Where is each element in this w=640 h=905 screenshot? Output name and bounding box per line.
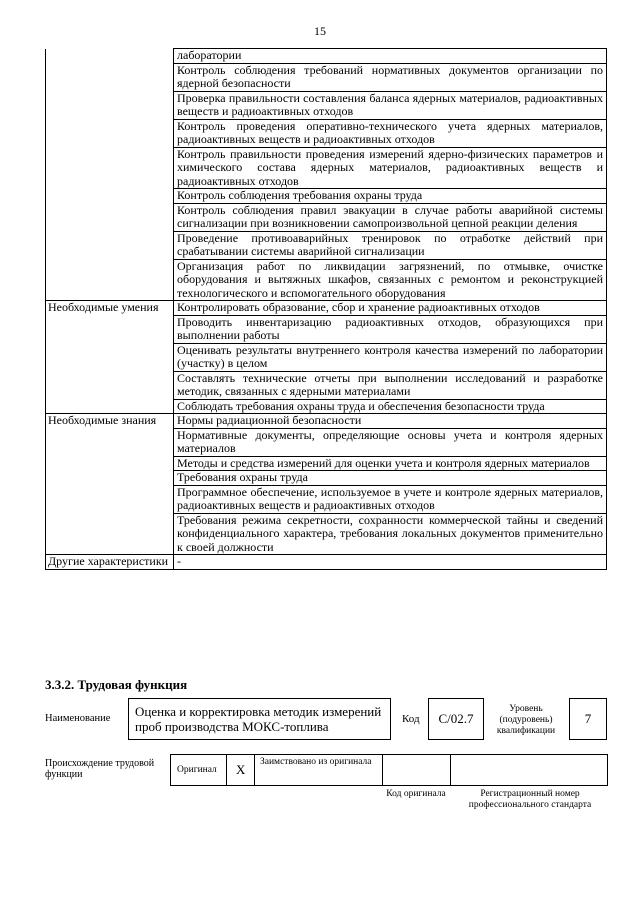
original-cell [170,754,226,786]
table-row [46,147,607,189]
requirement-text: Контроль соблюдения правил эвакуации в случае работы аварийной системы сигнализации при возникновении самопроизвольной цепной реакции деления [174,203,607,231]
requirement-text: Проводить инвентаризацию радиоактивных отходов, образующихся при выполнении работы [174,315,607,343]
table-row [46,259,607,301]
code-original-cell [382,754,450,786]
category-cell [46,456,174,471]
table-row [46,456,607,471]
table-row [46,555,607,570]
requirements-table [45,48,607,570]
requirement-text: Нормативные документы, определяющие основы учета и контроля ядерных материалов [174,428,607,456]
requirement-text: Составлять технические отчеты при выполнении исследований и разработке методик, связанных с ядерными материалами [174,371,607,399]
table-row [46,63,607,91]
requirement-text: Контроль проведения оперативно-технического учета ядерных материалов, радиоактивных веществ и радиоактивных отходов [174,119,607,147]
table-row [46,513,607,555]
requirement-text: Требования охраны труда [174,471,607,486]
original-mark-cell [226,754,254,786]
reg-number-cell [450,754,608,786]
table-row [46,485,607,513]
function-name-box: Оценка и корректировка методик измерений проб производства МОКС-топлива [128,698,391,740]
requirement-text: лаборатории [174,49,607,64]
category-cell: Другие характеристики [46,555,174,570]
original-mark: X [236,762,246,777]
requirement-text: Оценивать результаты внутреннего контроля качества измерений по лаборатории (участку) в целом [174,343,607,371]
level-value-box: 7 [569,698,607,740]
category-cell [46,119,174,147]
borrowed-cell [254,754,382,786]
category-cell [46,315,174,343]
category-cell [46,371,174,399]
requirement-text: Методы и средства измерений для оценки учета и контроля ядерных материалов [174,456,607,471]
table-row [46,119,607,147]
category-cell [46,259,174,301]
requirement-text: Контроль соблюдения требования охраны труда [174,189,607,204]
table-row [46,471,607,486]
category-cell [46,147,174,189]
table-row [46,189,607,204]
requirement-text: Организация работ по ликвидации загрязнений, по отмывке, очистке оборудования и вытяжных шкафов, связанных с ремонтом и реконструкцией технологического и вспомогательного оборудования [174,259,607,301]
requirement-text: Проверка правильности составления баланса ядерных материалов, радиоактивных веществ и радиоактивных отходов [174,91,607,119]
origin-label: Происхождение трудовой функции [45,758,155,780]
category-cell: Необходимые умения [46,301,174,316]
reg-number-label: Регистрационный номер профессионального стандарта [468,789,592,810]
table-row [46,49,607,64]
category-cell [46,49,174,64]
code-value-box: C/02.7 [428,698,484,740]
requirement-text: Требования режима секретности, сохранности коммерческой тайны и сведений конфиденциального характера, требования локальных документов применительно к своей должности [174,513,607,555]
code-original-label: Код оригинала [386,789,446,799]
category-cell [46,343,174,371]
category-cell [46,399,174,414]
table-row [46,91,607,119]
table-row [46,203,607,231]
category-cell [46,91,174,119]
category-cell [46,428,174,456]
requirement-text: Контролировать образование, сбор и хранение радиоактивных отходов [174,301,607,316]
category-cell [46,63,174,91]
section-heading: 3.3.2. Трудовая функция [45,677,188,692]
table-row [46,343,607,371]
category-cell [46,231,174,259]
table-row [46,301,607,316]
requirement-text: Нормы радиационной безопасности [174,414,607,429]
original-label: Оригинал [177,765,217,775]
category-cell [46,513,174,555]
table-row [46,371,607,399]
code-label: Код [402,713,420,725]
table-row [46,231,607,259]
table-row [46,414,607,429]
name-label: Наименование [45,713,111,724]
table-row [46,399,607,414]
table-row [46,428,607,456]
requirement-text: Соблюдать требования охраны труда и обеспечения безопасности труда [174,399,607,414]
category-cell: Необходимые знания [46,414,174,429]
requirement-text: Программное обеспечение, используемое в учете и контроле ядерных материалов, радиоактивных веществ и радиоактивных отходов [174,485,607,513]
category-cell [46,203,174,231]
category-cell [46,189,174,204]
requirement-text: Контроль соблюдения требований нормативных документов организации по ядерной безопасности [174,63,607,91]
category-cell [46,471,174,486]
requirement-text: - [174,555,607,570]
requirement-text: Контроль правильности проведения измерений ядерно-физических параметров и химического состава ядерных материалов, радиоактивных веществ и радиоактивных отходов [174,147,607,189]
page-number: 15 [314,24,326,38]
requirement-text: Проведение противоаварийных тренировок по отработке действий при срабатывании системы аварийной сигнализации [174,231,607,259]
borrowed-label: Заимствовано из оригинала [260,757,372,767]
level-label: Уровень (подуровень) квалификации [496,704,556,736]
category-cell [46,485,174,513]
table-row [46,315,607,343]
